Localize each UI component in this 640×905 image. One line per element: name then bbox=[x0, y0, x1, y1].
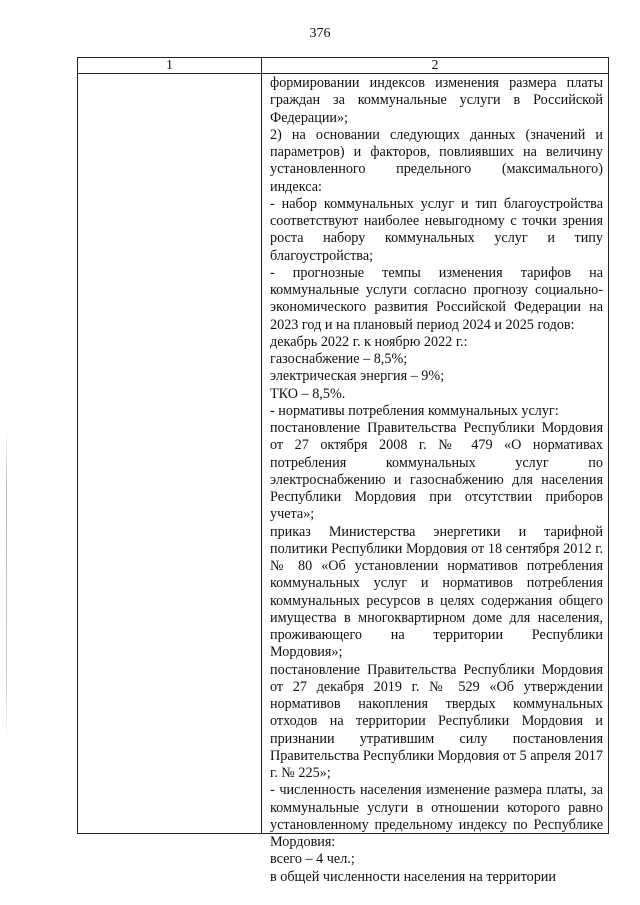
cell-text-block bbox=[262, 74, 608, 885]
paragraph: всего – 4 чел.; bbox=[270, 851, 355, 868]
paragraph: газоснабжение – 8,5%; bbox=[270, 351, 408, 367]
document-table bbox=[77, 57, 609, 885]
text-cell bbox=[262, 74, 609, 885]
paragraph: постановление Правительства Республики Мордовия от 27 декабря 2019 г. № 529 «Об утверждении нормативов накопления твердых коммунальных отходов на территории Республики Мордовия и признании утратившим силу постановления Правительства Республики Мордовия от 5 апреля 2017 г. № 225»; bbox=[270, 661, 603, 781]
paragraph: - нормативы потребления коммунальных услуг: bbox=[270, 402, 559, 419]
paragraph: приказ Министерства энергетики и тарифной политики Республики Мордовия от 18 сентября 2012 г. № 80 «Об установлении нормативов потребления коммунальных услуг и нормативов потребления коммунальных ресурсов в целях содержания общего имущества в многоквартирном доме для населения, проживающего на территории Республики Мордовия»; bbox=[270, 523, 603, 661]
left-cell bbox=[78, 74, 262, 834]
paragraph: в общей численности населения на территории bbox=[270, 868, 556, 885]
paragraph: постановление Правительства Республики Мордовия от 27 октября 2008 г. № 479 «О нормативах потребления коммунальных услуг по электроснабжению и газоснабжению для населения Республики Мордовия при отсутствии приборов учета»; bbox=[270, 420, 603, 523]
paragraph: 2) на основании следующих данных (значений и параметров) и факторов, повлиявших на величину установленного предельного (максимального) индекса: bbox=[270, 126, 603, 195]
paragraph: ТКО – 8,5%. bbox=[270, 385, 346, 402]
paragraph: - численность населения изменение размера платы, за коммунальные услуги в отношении которого равно установленному предельному индексу по Республике Мордовия: bbox=[270, 782, 603, 850]
paragraph: - набор коммунальных услуг и тип благоустройства соответствуют наиболее невыгодному с точки зрения роста набору коммунальных услуг и типу благоустройства; bbox=[270, 195, 603, 264]
scan-edge-mark bbox=[6, 425, 7, 745]
table-header-row bbox=[78, 58, 609, 74]
paragraph: - прогнозные темпы изменения тарифов на коммунальные услуги согласно прогнозу социально-экономического развития Российской Федерации на 2023 год и на плановый период 2024 и 2025 годов: bbox=[270, 264, 603, 333]
table-row bbox=[78, 74, 609, 834]
paragraph: формировании индексов изменения размера платы граждан за коммунальные услуги в Российской Федерации»; bbox=[270, 75, 603, 126]
paragraph: электрическая энергия – 9%; bbox=[270, 368, 445, 385]
paragraph: декабрь 2022 г. к ноябрю 2022 г.: bbox=[270, 333, 468, 350]
column-header-2: 2 bbox=[262, 58, 609, 74]
column-header-1: 1 bbox=[78, 58, 262, 74]
page-number: 376 bbox=[309, 26, 331, 41]
